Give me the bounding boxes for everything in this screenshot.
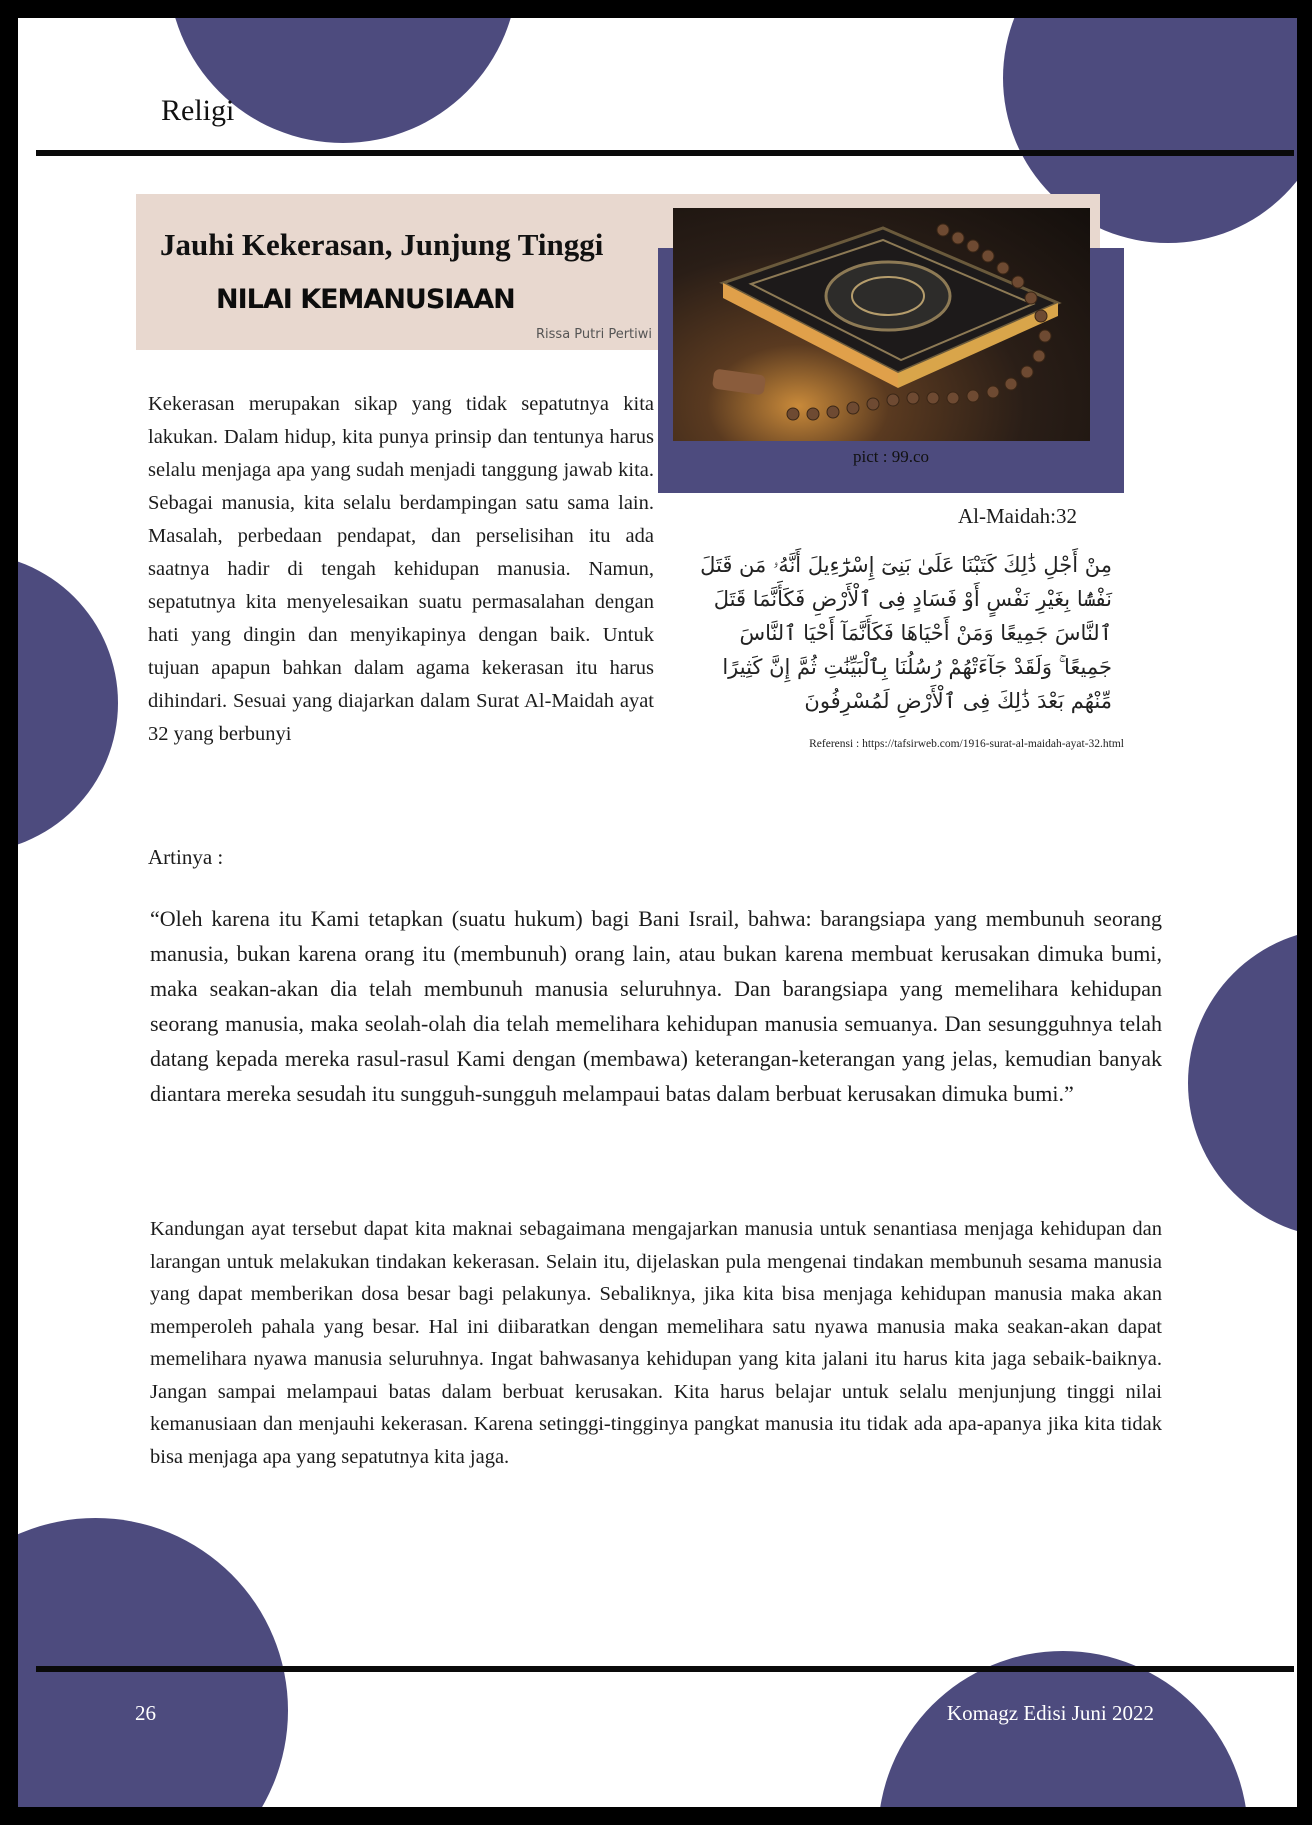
header-rule xyxy=(36,150,1294,156)
quran-beads-icon xyxy=(673,208,1090,441)
photo-credit: pict : 99.co xyxy=(852,447,929,466)
article-author: Rissa Putri Pertiwi xyxy=(536,327,652,342)
article-title: Jauhi Kekerasan, Junjung Tinggi xyxy=(160,227,604,262)
decor-circle-right xyxy=(1188,928,1297,1238)
quran-photo xyxy=(673,208,1090,441)
decor-circle-bottom-right xyxy=(878,1651,1248,1807)
decor-circle-left xyxy=(18,553,118,853)
intro-paragraph: Kekerasan merupakan sikap yang tidak sepatutnya kita lakukan. Dalam hidup, kita punya prinsip dan tentunya harus selalu menjaga apa yang sudah menjadi tanggung jawab kita. Sebagai manusia, kita selalu berdampingan satu sama lain. Masalah, perbedaan pendapat, dan perselisihan itu ada saatnya hadir di tengah kehidupan manusia. Namun, sepatutnya kita menyelesaikan suatu permasalahan dengan hati yang dingin dan menyikapinya dengan baik. Untuk tujuan apapun bahkan dalam agama kekerasan itu harus dihindari. Sesuai yang diajarkan dalam Surat Al-Maidah ayat 32 yang berbunyi xyxy=(148,393,654,745)
body-paragraph: Kandungan ayat tersebut dapat kita maknai sebagaimana mengajarkan manusia untuk senantiasa menjaga kehidupan dan larangan untuk melakukan tindakan kekerasan. Selain itu, dijelaskan pula mengenai tindakan membunuh sesama manusia yang dapat memberikan dosa besar bagi pelakunya. Sebaliknya, jika kita bisa menjaga kehidupan manusia maka akan memperoleh pahala yang besar. Hal ini diibaratkan dengan memelihara satu nyawa manusia maka seakan-akan dapat memelihara nyawa manusia seluruhnya. Ingat bahwasanya kehidupan yang kita jalani itu harus kita jaga sebaik-baiknya. Jangan sampai melampaui batas dalam berbuat kerusakan. Kita harus belajar untuk selalu menjunjung tinggi nilai kemanusiaan dan menjauhi kekerasan. Karena setinggi-tingginya pangkat manusia itu tidak ada apa-apanya jika kita tidak bisa menjaga apa yang sepatutnya kita jaga. xyxy=(150,1218,1162,1468)
arabic-verse: مِنْ أَجْلِ ذَٰلِكَ كَتَبْنَا عَلَىٰ بَنِىٓ إِسْرَٰٓءِيلَ أَنَّهُۥ مَن قَتَلَ نَفْسًۢا بِغَيْرِ نَفْسٍ أَوْ فَسَادٍ فِى ٱلْأَرْضِ فَكَأَنَّمَا قَتَلَ ٱلنَّاسَ جَمِيعًا وَمَنْ أَحْيَاهَا فَكَأَنَّمَآ أَحْيَا ٱلنَّاسَ جَمِيعًا ۚ وَلَقَدْ جَآءَتْهُمْ رُسُلُنَا بِٱلْبَيِّنَٰتِ ثُمَّ إِنَّ كَثِيرًا مِّنْهُم بَعْدَ ذَٰلِكَ فِى ٱلْأَرْضِ لَمُسْرِفُونَ xyxy=(700,553,1112,713)
edition-label: Komagz Edisi Juni 2022 xyxy=(946,1701,1154,1725)
article-subtitle: NILAI KEMANUSIAAN xyxy=(216,284,515,315)
decor-circle-bottom-left xyxy=(18,1518,288,1807)
translation-label: Artinya : xyxy=(148,845,224,869)
page-number: 26 xyxy=(135,1701,156,1725)
magazine-page xyxy=(18,18,1297,1807)
reference-source: Referensi : https://tafsirweb.com/1916-surat-al-maidah-ayat-32.html xyxy=(809,738,1124,750)
section-label: Religi xyxy=(161,94,235,127)
translation-quote: “Oleh karena itu Kami tetapkan (suatu hukum) bagi Bani Israil, bahwa: barangsiapa yang membunuh seorang manusia, bukan karena orang itu (membunuh) orang lain, atau bukan karena membuat kerusakan dimuka bumi, maka seakan-akan dia telah membunuh manusia seluruhnya. Dan barangsiapa yang memelihara kehidupan seorang manusia, maka seolah-olah dia telah memelihara kehidupan manusia semuanya. Dan sesungguhnya telah datang kepada mereka rasul-rasul Kami dengan (membawa) keterangan-keterangan yang jelas, kemudian banyak diantara mereka sesudah itu sungguh-sungguh melampaui batas dalam berbuat kerusakan dimuka bumi.” xyxy=(150,906,1162,1106)
footer-rule xyxy=(36,1666,1294,1672)
surah-reference: Al-Maidah:32 xyxy=(958,504,1077,528)
